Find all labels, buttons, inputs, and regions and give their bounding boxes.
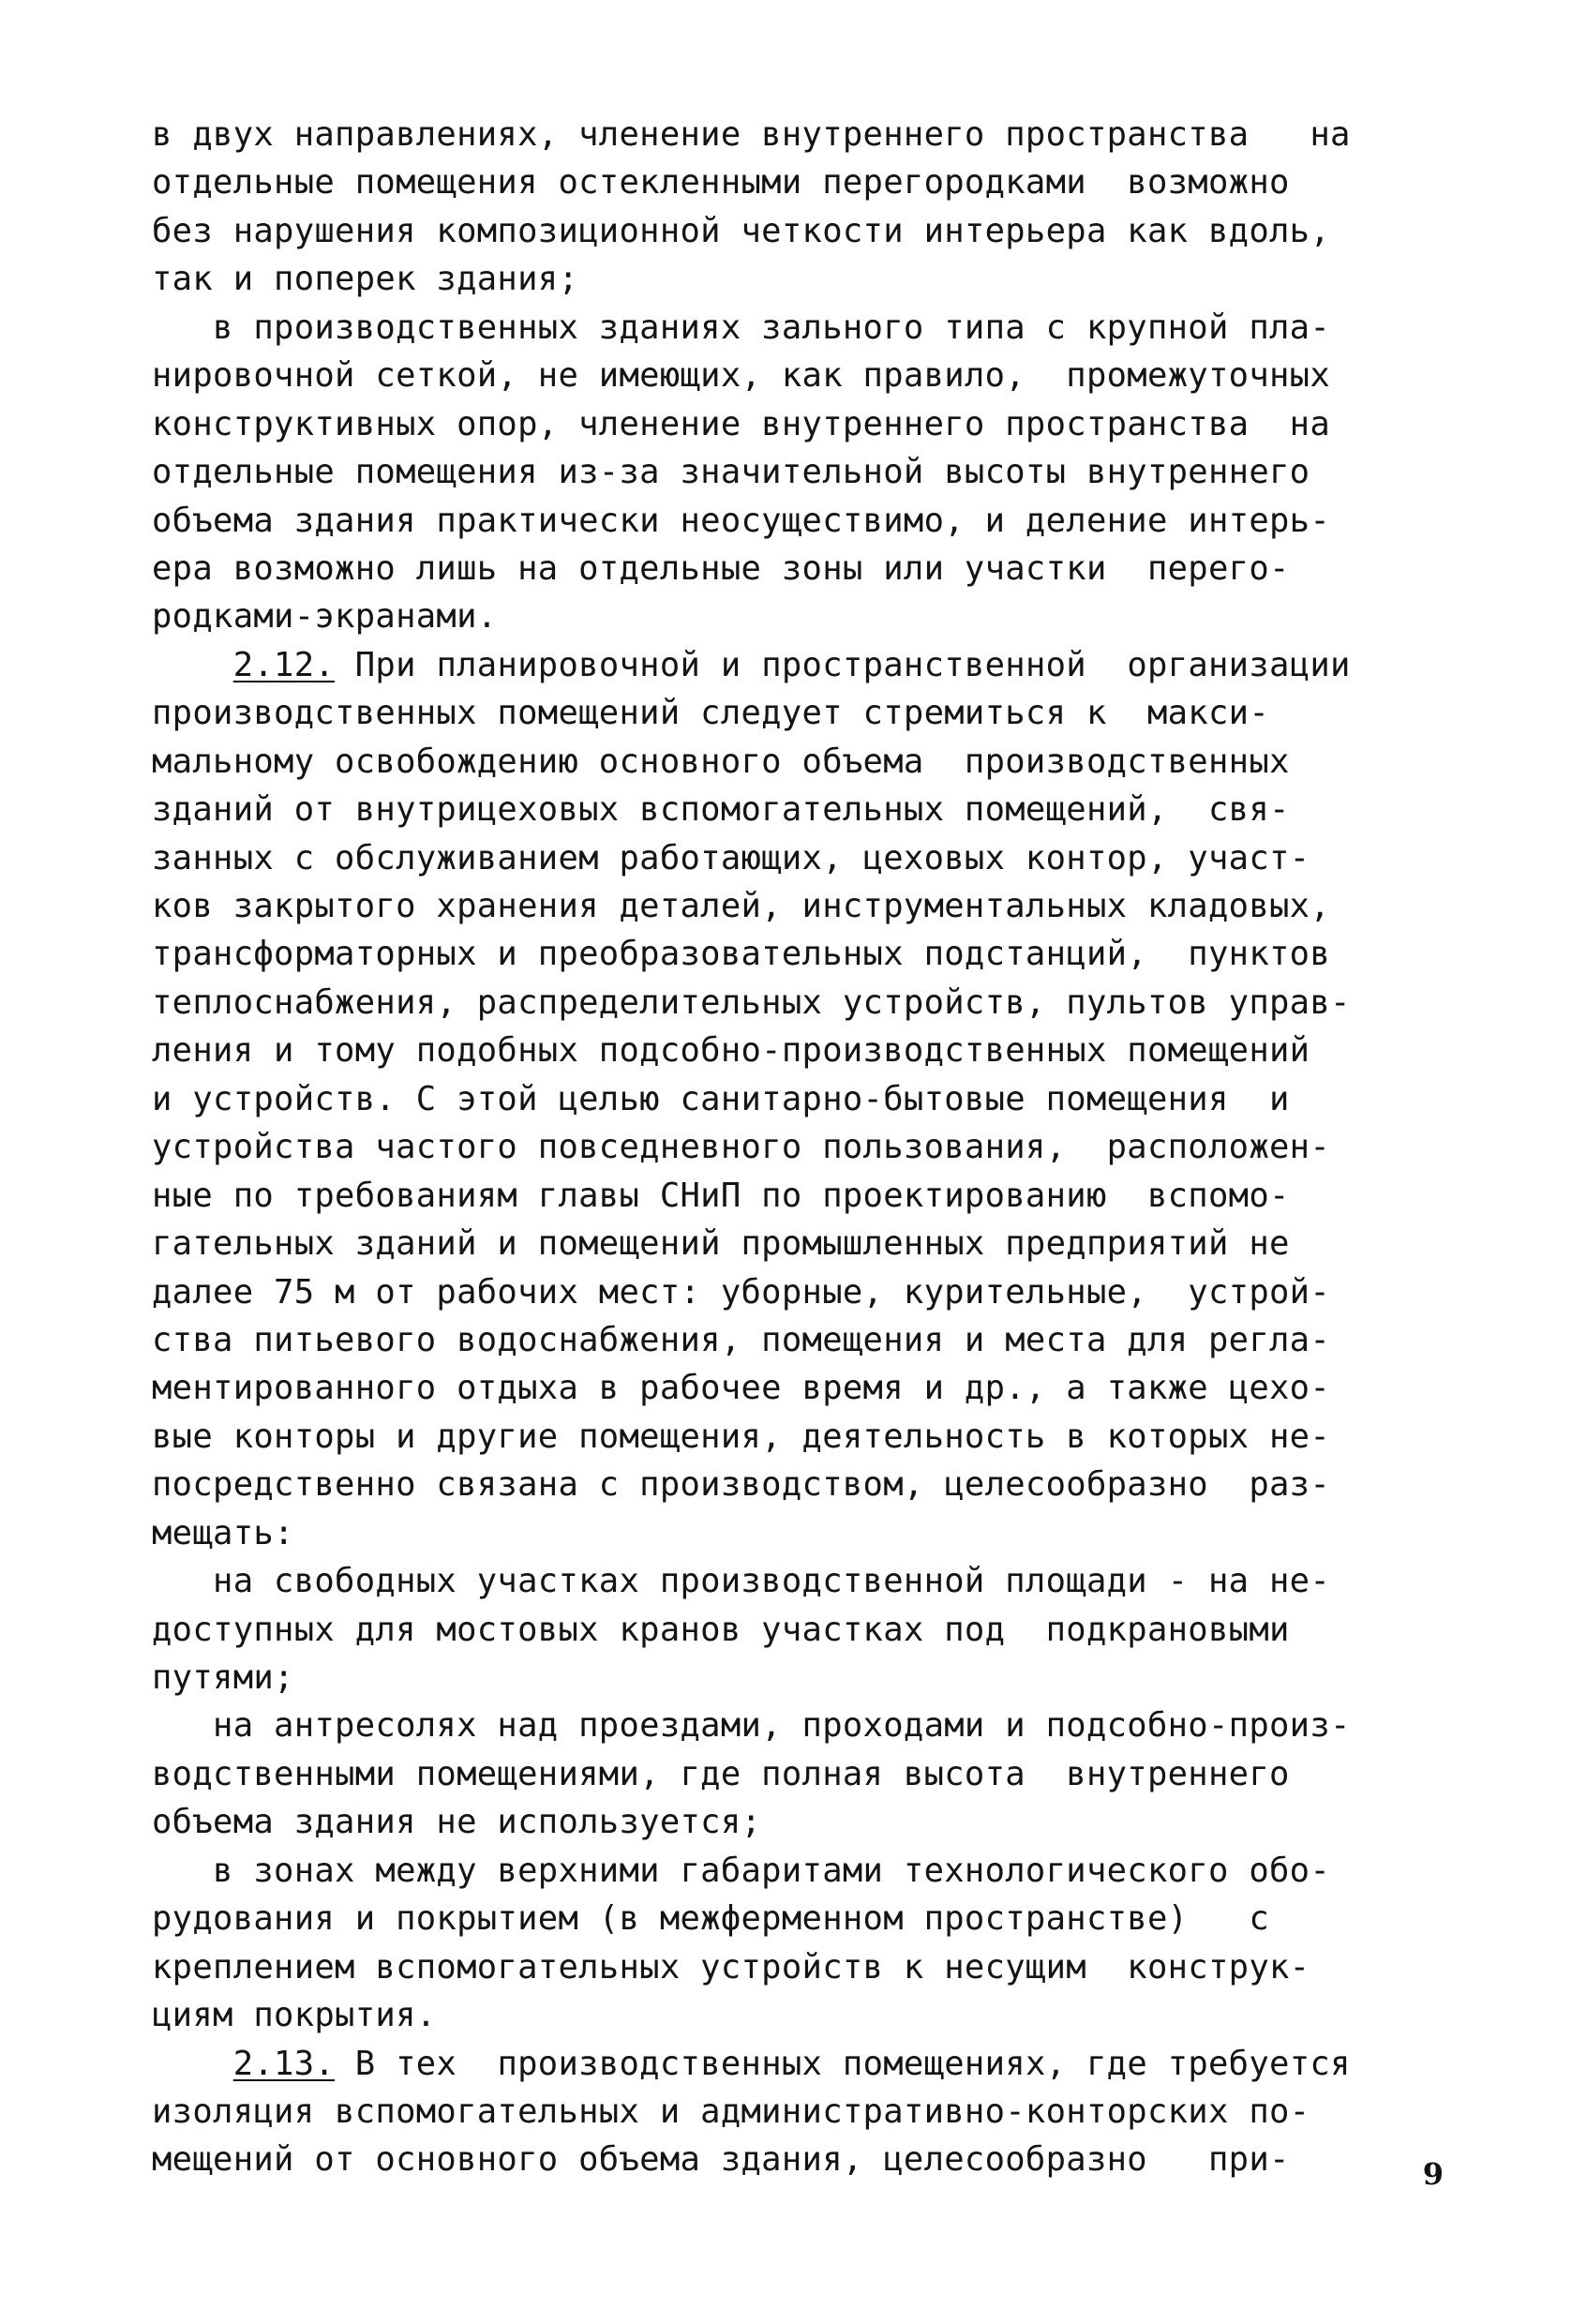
text-line: отдельные помещения из-за значительной высоты внутреннего xyxy=(152,453,1310,492)
text-line: нировочной сеткой, не имеющих, как правило, промежуточных xyxy=(152,356,1331,396)
text-line: родками-экранами. xyxy=(152,597,498,637)
text-line: ера возможно лишь на отдельные зоны или участки перего- xyxy=(152,548,1290,588)
text-line: без нарушения композиционной четкости интерьера как вдоль, xyxy=(152,211,1331,250)
text-line: водственными помещениями, где полная высота внутреннего xyxy=(152,1754,1290,1793)
document-body xyxy=(152,111,1427,2184)
text-line: путями; xyxy=(152,1658,294,1697)
text-line: ные по требованиям главы СНиП по проектированию вспомо- xyxy=(152,1176,1290,1215)
text-line: занных с обслуживанием работающих, цеховых контор, участ- xyxy=(152,838,1310,877)
section-number-2-13: 2.13. xyxy=(232,2044,336,2083)
text-line: в двух направлениях, членение внутреннего пространства на xyxy=(152,115,1351,154)
text-line: циям покрытия. xyxy=(152,1996,437,2035)
text-line: объема здания не используется; xyxy=(152,1803,762,1842)
text-line: мещений от основного объема здания, целесообразно при- xyxy=(152,2140,1290,2180)
text-line: мещать: xyxy=(152,1513,294,1552)
text-line: изоляция вспомогательных и административно-конторских по- xyxy=(152,2092,1310,2131)
section-2-13-heading-line xyxy=(152,2040,1427,2088)
text-line: далее 75 м от рабочих мест: уборные, курительные, устрой- xyxy=(152,1272,1331,1312)
text-line: в производственных зданиях зального типа с крупной пла- xyxy=(152,307,1331,347)
text-line: так и поперек здания; xyxy=(152,260,579,299)
text-line: креплением вспомогательных устройств к несущим конструк- xyxy=(152,1947,1310,1987)
text-line: производственных помещений следует стремиться к макси- xyxy=(152,694,1270,733)
text-line: ментированного отдыха в рабочее время и др., а также цехо- xyxy=(152,1369,1331,1408)
text-line: В тех производственных помещениях, где требуется xyxy=(335,2044,1351,2083)
text-line: ления и тому подобных подсобно-производственных помещений xyxy=(152,1031,1310,1071)
text-line: на свободных участках производственной площади - на не- xyxy=(152,1562,1331,1601)
text-line: объема здания практически неосуществимо, и деление интерь- xyxy=(152,501,1331,540)
section-number-2-12: 2.12. xyxy=(232,645,336,684)
text-line: зданий от внутрицеховых вспомогательных помещений, свя- xyxy=(152,790,1290,830)
text-line: доступных для мостовых кранов участках под подкрановыми xyxy=(152,1610,1290,1649)
text-line: рудования и покрытием (в межферменном пространстве) с xyxy=(152,1899,1270,1939)
section-2-12-heading-line xyxy=(152,641,1427,689)
text-line: конструктивных опор, членение внутреннего пространства на xyxy=(152,404,1331,443)
text-line: трансформаторных и преобразовательных подстанций, пунктов xyxy=(152,935,1331,974)
text-line: в зонах между верхними габаритами технологического обо- xyxy=(152,1851,1331,1890)
text-line: мальному освобождению основного объема производственных xyxy=(152,742,1290,781)
text-line: теплоснабжения, распределительных устройств, пультов управ- xyxy=(152,982,1351,1022)
text-line: При планировочной и пространственной организации xyxy=(335,645,1351,684)
text-line: вые конторы и другие помещения, деятельность в которых не- xyxy=(152,1417,1331,1456)
text-line: ства питьевого водоснабжения, помещения и места для регла- xyxy=(152,1320,1331,1359)
text-line: устройства частого повседневного пользования, расположен- xyxy=(152,1128,1331,1167)
text-line: на антресолях над проездами, проходами и подсобно-произ- xyxy=(152,1706,1351,1746)
page-number: 9 xyxy=(1422,2156,1444,2192)
text-line: и устройств. С этой целью санитарно-бытовые помещения и xyxy=(152,1079,1290,1118)
text-line: отдельные помещения остекленными перегородками возможно xyxy=(152,163,1290,202)
text-line: ков закрытого хранения деталей, инструментальных кладовых, xyxy=(152,887,1331,925)
text-line: гательных зданий и помещений промышленных предприятий не xyxy=(152,1224,1290,1264)
text-line: посредственно связана с производством, целесообразно раз- xyxy=(152,1465,1331,1505)
